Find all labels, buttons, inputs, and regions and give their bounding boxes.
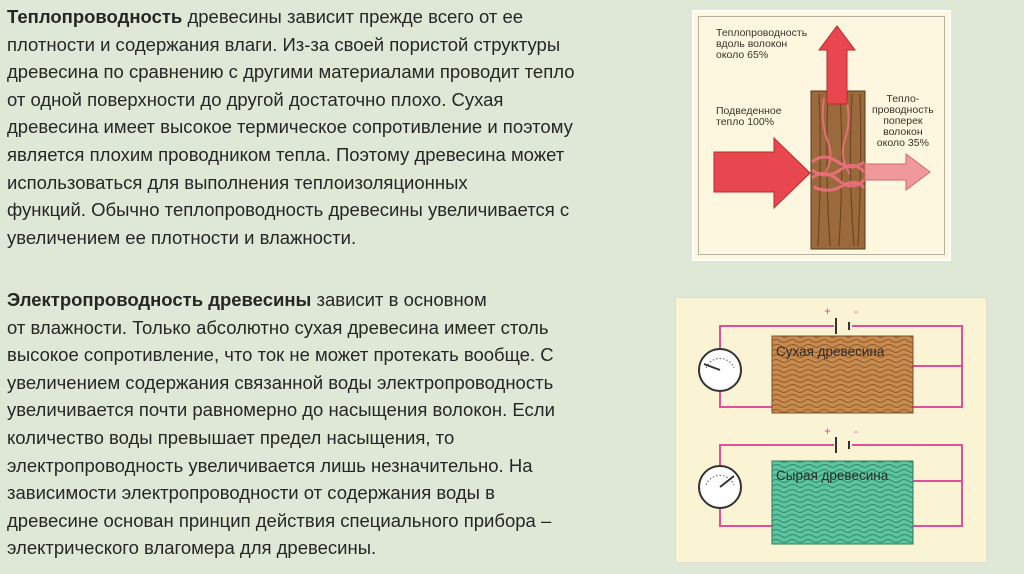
wet-wood-label: Сырая древесина bbox=[776, 468, 889, 483]
across-fibers-arrow bbox=[865, 154, 930, 190]
paragraph-line: зависимости электропроводности от содержания воды в bbox=[7, 482, 495, 504]
dry-wood-label: Сухая древесина bbox=[776, 344, 885, 359]
paragraph-line: Электропроводность древесины зависит в основном bbox=[7, 289, 487, 310]
paragraph-line: электрического влагомера для древесины. bbox=[7, 537, 377, 559]
across-fibers-label: Тепло- проводность поперек волокон около 35% bbox=[872, 93, 934, 149]
paragraph-line: от одной поверхности до другой достаточно плохо. Сухая bbox=[7, 88, 504, 110]
paragraph-line: от влажности. Только абсолютно сухая древесина имеет столь bbox=[7, 316, 549, 338]
battery-minus-sign-1: - bbox=[854, 304, 858, 318]
battery-plus-sign-1: + bbox=[824, 304, 832, 318]
supplied-heat-label: Подведенное тепло 100% bbox=[716, 105, 782, 128]
meter-2 bbox=[699, 466, 741, 508]
paragraph-line: функций. Обычно теплопроводность древесины увеличивается с bbox=[7, 199, 570, 221]
thermal-conductivity-term: Теплопроводность bbox=[7, 6, 183, 27]
paragraph-line: древесине основан принцип действия специального прибора – bbox=[7, 509, 552, 531]
thermal-conductivity-paragraph bbox=[7, 3, 575, 251]
paragraph-line: электропроводность увеличивается лишь незначительно. На bbox=[7, 454, 533, 476]
battery-2 bbox=[836, 437, 849, 453]
electrical-conductivity-figure bbox=[675, 297, 987, 563]
electrical-conductivity-paragraph bbox=[7, 286, 555, 562]
paragraph-line: увеличением ее плотности и влажности. bbox=[7, 226, 357, 248]
battery-minus-sign-2: - bbox=[854, 424, 858, 438]
paragraph-line: древесина имеет высокое термическое сопротивление и поэтому bbox=[7, 116, 573, 138]
meter-1 bbox=[699, 349, 741, 391]
heat-conduction-figure bbox=[692, 10, 951, 261]
paragraph-line: количество воды превышает предел насыщения, то bbox=[7, 426, 455, 448]
paragraph-line: является плохим проводником тепла. Поэтому древесина может bbox=[7, 143, 565, 165]
paragraph-line: плотности и содержания влаги. Из-за своей пористой структуры bbox=[7, 33, 561, 55]
paragraph-line: Теплопроводность древесины зависит прежде всего от ее bbox=[7, 6, 524, 27]
circuit-illustration bbox=[676, 298, 988, 564]
paragraph-line: увеличивается почти равномерно до насыщения волокон. Если bbox=[7, 399, 555, 421]
paragraph-line: древесина по сравнению с другими материалами проводит тепло bbox=[7, 61, 575, 83]
paragraph-line: увеличением содержания связанной воды электропроводность bbox=[7, 371, 554, 393]
electrical-conductivity-term: Электропроводность древесины bbox=[7, 289, 312, 310]
along-fibers-label: Теплопроводность вдоль волокон около 65% bbox=[716, 27, 808, 61]
supplied-heat-arrow bbox=[714, 138, 810, 208]
battery-plus-sign-2: + bbox=[824, 424, 832, 438]
paragraph-line: высокое сопротивление, что ток не может протекать вообще. С bbox=[7, 344, 554, 366]
battery-1 bbox=[836, 318, 849, 334]
paragraph-line: использоваться для выполнения теплоизоляционных bbox=[7, 171, 468, 193]
